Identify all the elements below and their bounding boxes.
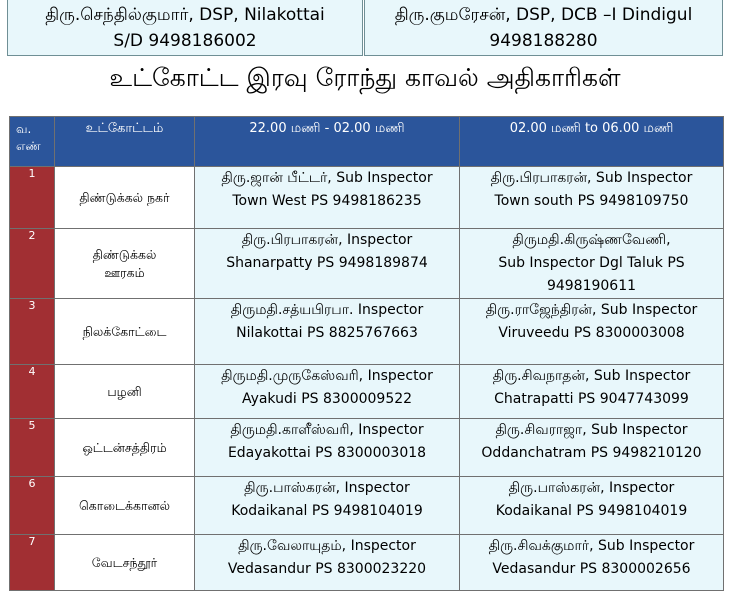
row-shift-2-officer-line: Chatrapatti PS 9047743099 (494, 391, 689, 407)
row-shift-2-officer-line: திரு.ராஜேந்திரன், Sub Inspector (485, 302, 698, 318)
row-shift-2-officer-line: திரு.சிவக்குமார், Sub Inspector (488, 538, 695, 554)
row-shift-2-officer (460, 535, 724, 591)
row-subdivision (55, 477, 195, 535)
row-shift-2-officer-line: Sub Inspector Dgl Taluk PS (498, 255, 685, 271)
row-subdivision-line: ஒட்டன்சத்திரம் (82, 439, 167, 455)
row-shift-2-officer-line: திரு.சிவராஜா, Sub Inspector (495, 422, 688, 438)
dsp-dcb-dindigul-box (364, 0, 723, 56)
page-title: உட்கோட்ட இரவு ரோந்து காவல் அதிகாரிகள் (109, 63, 621, 92)
row-shift-2-officer (460, 229, 724, 299)
row-shift-1-officer (195, 365, 460, 419)
row-serial-no: 5 (10, 419, 55, 477)
row-shift-2-officer-line: Town south PS 9498109750 (494, 193, 689, 209)
row-shift-1-officer-line: Shanarpatty PS 9498189874 (226, 255, 428, 271)
row-shift-1-officer-line: Nilakottai PS 8825767663 (236, 325, 418, 341)
header-subdivision: உட்கோட்டம் (55, 117, 195, 167)
row-shift-1-officer-line: Town West PS 9498186235 (232, 193, 422, 209)
row-shift-2-officer (460, 419, 724, 477)
table-row (10, 229, 724, 299)
row-shift-1-officer-line: திரு.பிரபாகரன், Inspector (241, 232, 413, 248)
row-subdivision (55, 535, 195, 591)
row-serial-no: 1 (10, 167, 55, 229)
dsp-nilakottai-phone: S/D 9498186002 (113, 31, 257, 51)
row-shift-1-officer-line: Vedasandur PS 8300023220 (227, 561, 427, 577)
row-shift-1-officer (195, 535, 460, 591)
row-subdivision-line: திண்டுக்கல் நகர் (79, 189, 170, 205)
row-subdivision (55, 229, 195, 299)
row-serial-no: 6 (10, 477, 55, 535)
row-subdivision (55, 419, 195, 477)
table-row (10, 419, 724, 477)
row-shift-1-officer (195, 477, 460, 535)
table-row (10, 167, 724, 229)
row-subdivision-line: கொடைக்கானல் (78, 497, 171, 513)
row-subdivision-line: வேடசந்தூர் (91, 554, 158, 570)
header-shift-1: 22.00 மணி - 02.00 மணி (195, 117, 460, 167)
row-shift-1-officer-line: திரு.வேலாயுதம், Inspector (238, 538, 416, 554)
row-shift-2-officer-line: திருமதி.கிருஷ்ணவேணி, (512, 232, 671, 248)
row-shift-1-officer (195, 419, 460, 477)
row-shift-1-officer-line: Edayakottai PS 8300003018 (227, 445, 427, 461)
table-row (10, 365, 724, 419)
row-subdivision (55, 299, 195, 365)
row-shift-2-officer-line: திரு.சிவநாதன், Sub Inspector (492, 368, 691, 384)
row-shift-2-officer (460, 299, 724, 365)
row-subdivision-line: நிலக்கோட்டை (82, 323, 167, 339)
table-row (10, 477, 724, 535)
row-shift-2-officer-line: Viruveedu PS 8300003008 (498, 325, 685, 341)
row-shift-2-officer (460, 365, 724, 419)
table-row (10, 535, 724, 591)
row-shift-2-officer-line: Oddanchatram PS 9498210120 (481, 445, 702, 461)
row-shift-2-officer (460, 477, 724, 535)
row-shift-1-officer (195, 167, 460, 229)
dsp-nilakottai-box (7, 0, 363, 56)
dsp-nilakottai-name: திரு.செந்தில்குமார், DSP, Nilakottai (45, 5, 325, 25)
row-shift-2-officer (460, 167, 724, 229)
row-shift-1-officer (195, 299, 460, 365)
row-shift-1-officer-line: திருமதி.சத்யபிரபா. Inspector (230, 302, 424, 318)
row-shift-2-officer-line: Kodaikanal PS 9498104019 (495, 503, 688, 519)
row-shift-2-officer-line: Vedasandur PS 8300002656 (492, 561, 691, 577)
dsp-dcb-name: திரு.குமரேசன், DSP, DCB –I Dindigul (394, 5, 693, 25)
row-serial-no: 3 (10, 299, 55, 365)
patrol-officers-table (9, 116, 724, 591)
table-row (10, 299, 724, 365)
row-shift-1-officer-line: Kodaikanal PS 9498104019 (231, 503, 423, 519)
table-body (10, 167, 724, 591)
row-serial-no: 2 (10, 229, 55, 299)
row-subdivision-line: பழனி (107, 383, 142, 399)
row-subdivision (55, 167, 195, 229)
row-shift-1-officer-line: திருமதி.முருகேஸ்வரி, Inspector (221, 368, 433, 384)
row-subdivision (55, 365, 195, 419)
row-shift-1-officer-line: Ayakudi PS 8300009522 (241, 391, 413, 407)
row-shift-2-officer-line: திரு.பிரபாகரன், Sub Inspector (490, 170, 693, 186)
row-shift-2-officer-line: 9498190611 (546, 278, 637, 294)
row-shift-1-officer-line: திருமதி.காளீஸ்வரி, Inspector (230, 422, 424, 438)
row-subdivision-line: திண்டுக்கல் (92, 246, 157, 262)
row-shift-1-officer-line: திரு.பாஸ்கரன், Inspector (244, 480, 410, 496)
row-serial-no: 7 (10, 535, 55, 591)
dsp-dcb-phone: 9498188280 (489, 31, 598, 51)
row-shift-1-officer-line: திரு.ஜான் பீட்டர், Sub Inspector (221, 170, 433, 186)
table-header-row (10, 117, 724, 167)
header-serial-no: வ. எண் (10, 117, 55, 167)
row-subdivision-line: ஊரகம் (104, 264, 145, 280)
header-shift-2: 02.00 மணி to 06.00 மணி (460, 117, 724, 167)
row-shift-1-officer (195, 229, 460, 299)
row-shift-2-officer-line: திரு.பாஸ்கரன், Inspector (508, 480, 675, 496)
row-serial-no: 4 (10, 365, 55, 419)
